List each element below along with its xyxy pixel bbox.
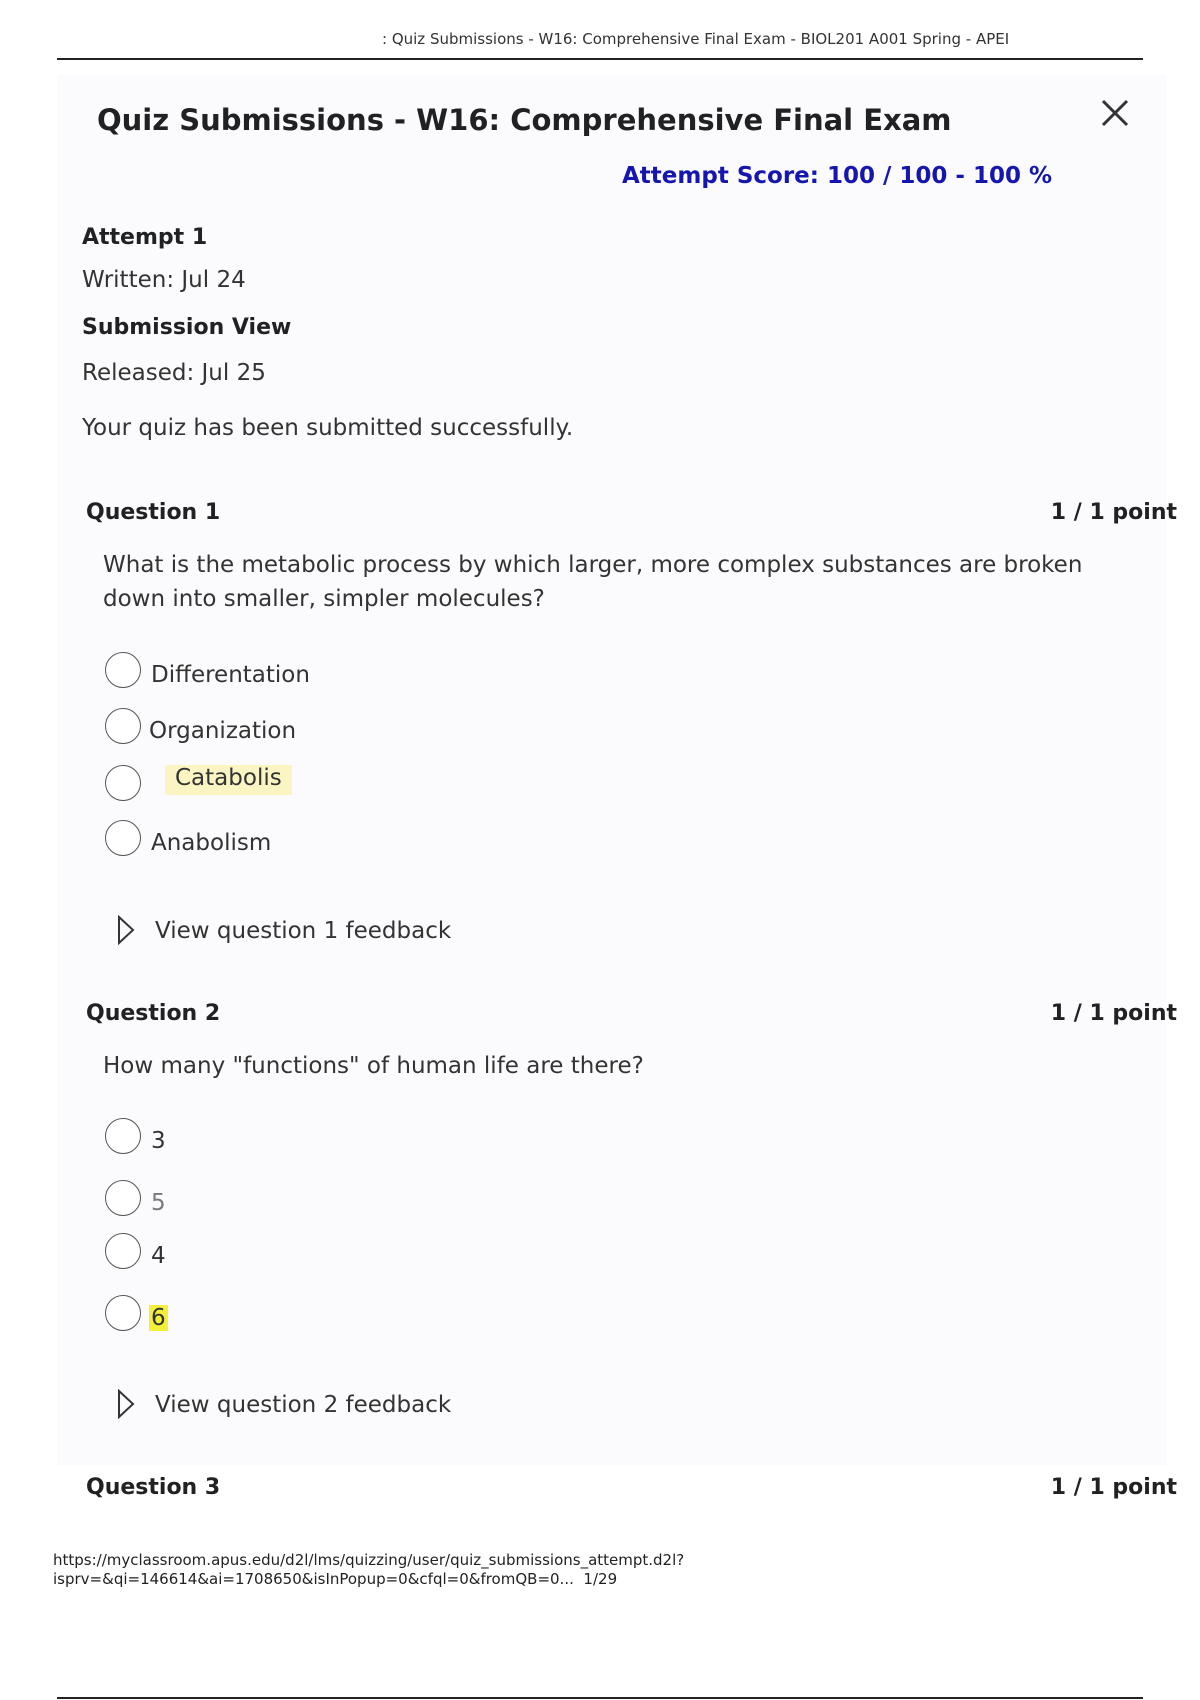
radio-button[interactable] bbox=[105, 765, 141, 801]
close-button[interactable] bbox=[1095, 93, 1135, 133]
radio-button[interactable] bbox=[105, 1180, 141, 1216]
radio-button[interactable] bbox=[105, 708, 141, 744]
option-label: Differentation bbox=[151, 662, 310, 688]
option-label: 3 bbox=[151, 1128, 166, 1154]
bottom-divider bbox=[57, 1697, 1143, 1699]
question-1-title: Question 1 bbox=[86, 500, 221, 525]
expand-triangle-icon bbox=[117, 915, 135, 945]
radio-button[interactable] bbox=[105, 1233, 141, 1269]
radio-button[interactable] bbox=[105, 652, 141, 688]
question-3-title: Question 3 bbox=[86, 1475, 221, 1500]
option-label: 5 bbox=[151, 1190, 166, 1216]
attempt-label: Attempt 1 bbox=[82, 225, 208, 250]
print-footer bbox=[53, 1551, 684, 1589]
question-1-text: What is the metabolic process by which larger, more complex substances are broken down into smaller, simpler molecules? bbox=[103, 552, 1083, 612]
question-2-points: 1 / 1 point bbox=[1050, 1001, 1177, 1026]
feedback-label: View question 2 feedback bbox=[155, 1392, 452, 1418]
option-label: Organization bbox=[149, 718, 297, 744]
print-header bbox=[57, 22, 1143, 60]
quiz-submission-dialog bbox=[57, 75, 1177, 1500]
footer-url-line-1: https://myclassroom.apus.edu/d2l/lms/quizzing/user/quiz_submissions_attempt.d2l? bbox=[53, 1551, 685, 1569]
question-1-points: 1 / 1 point bbox=[1050, 500, 1177, 525]
submission-view-label: Submission View bbox=[82, 315, 292, 340]
close-icon bbox=[1095, 93, 1135, 133]
question-2-text: How many "functions" of human life are there? bbox=[103, 1053, 644, 1079]
feedback-label: View question 1 feedback bbox=[155, 918, 452, 944]
option-label: 4 bbox=[151, 1243, 166, 1269]
page-title: Quiz Submissions - W16: Comprehensive Final Exam bbox=[97, 103, 952, 137]
written-date: Written: Jul 24 bbox=[82, 267, 246, 293]
success-message: Your quiz has been submitted successfully. bbox=[82, 415, 574, 441]
option-label: Anabolism bbox=[151, 830, 272, 856]
option-label-highlighted: 6 bbox=[151, 1305, 166, 1331]
print-header-text: : Quiz Submissions - W16: Comprehensive Final Exam - BIOL201 A001 Spring - APEI bbox=[382, 30, 1010, 48]
footer-url-text: isprv=&qi=146614&ai=1708650&isInPopup=0&cfql=0&fromQB=0... bbox=[53, 1570, 574, 1588]
radio-button[interactable] bbox=[105, 1295, 141, 1331]
footer-page-number: 1/29 bbox=[583, 1570, 618, 1588]
attempt-score: Attempt Score: 100 / 100 - 100 % bbox=[622, 163, 1053, 189]
footer-url-line-2 bbox=[53, 1570, 684, 1589]
released-date: Released: Jul 25 bbox=[82, 360, 266, 386]
radio-button[interactable] bbox=[105, 1118, 141, 1154]
expand-triangle-icon bbox=[117, 1389, 135, 1419]
option-label-highlighted: Catabolis bbox=[165, 765, 292, 795]
radio-button[interactable] bbox=[105, 820, 141, 856]
question-2-title: Question 2 bbox=[86, 1001, 221, 1026]
question-3-points: 1 / 1 point bbox=[1050, 1475, 1177, 1500]
